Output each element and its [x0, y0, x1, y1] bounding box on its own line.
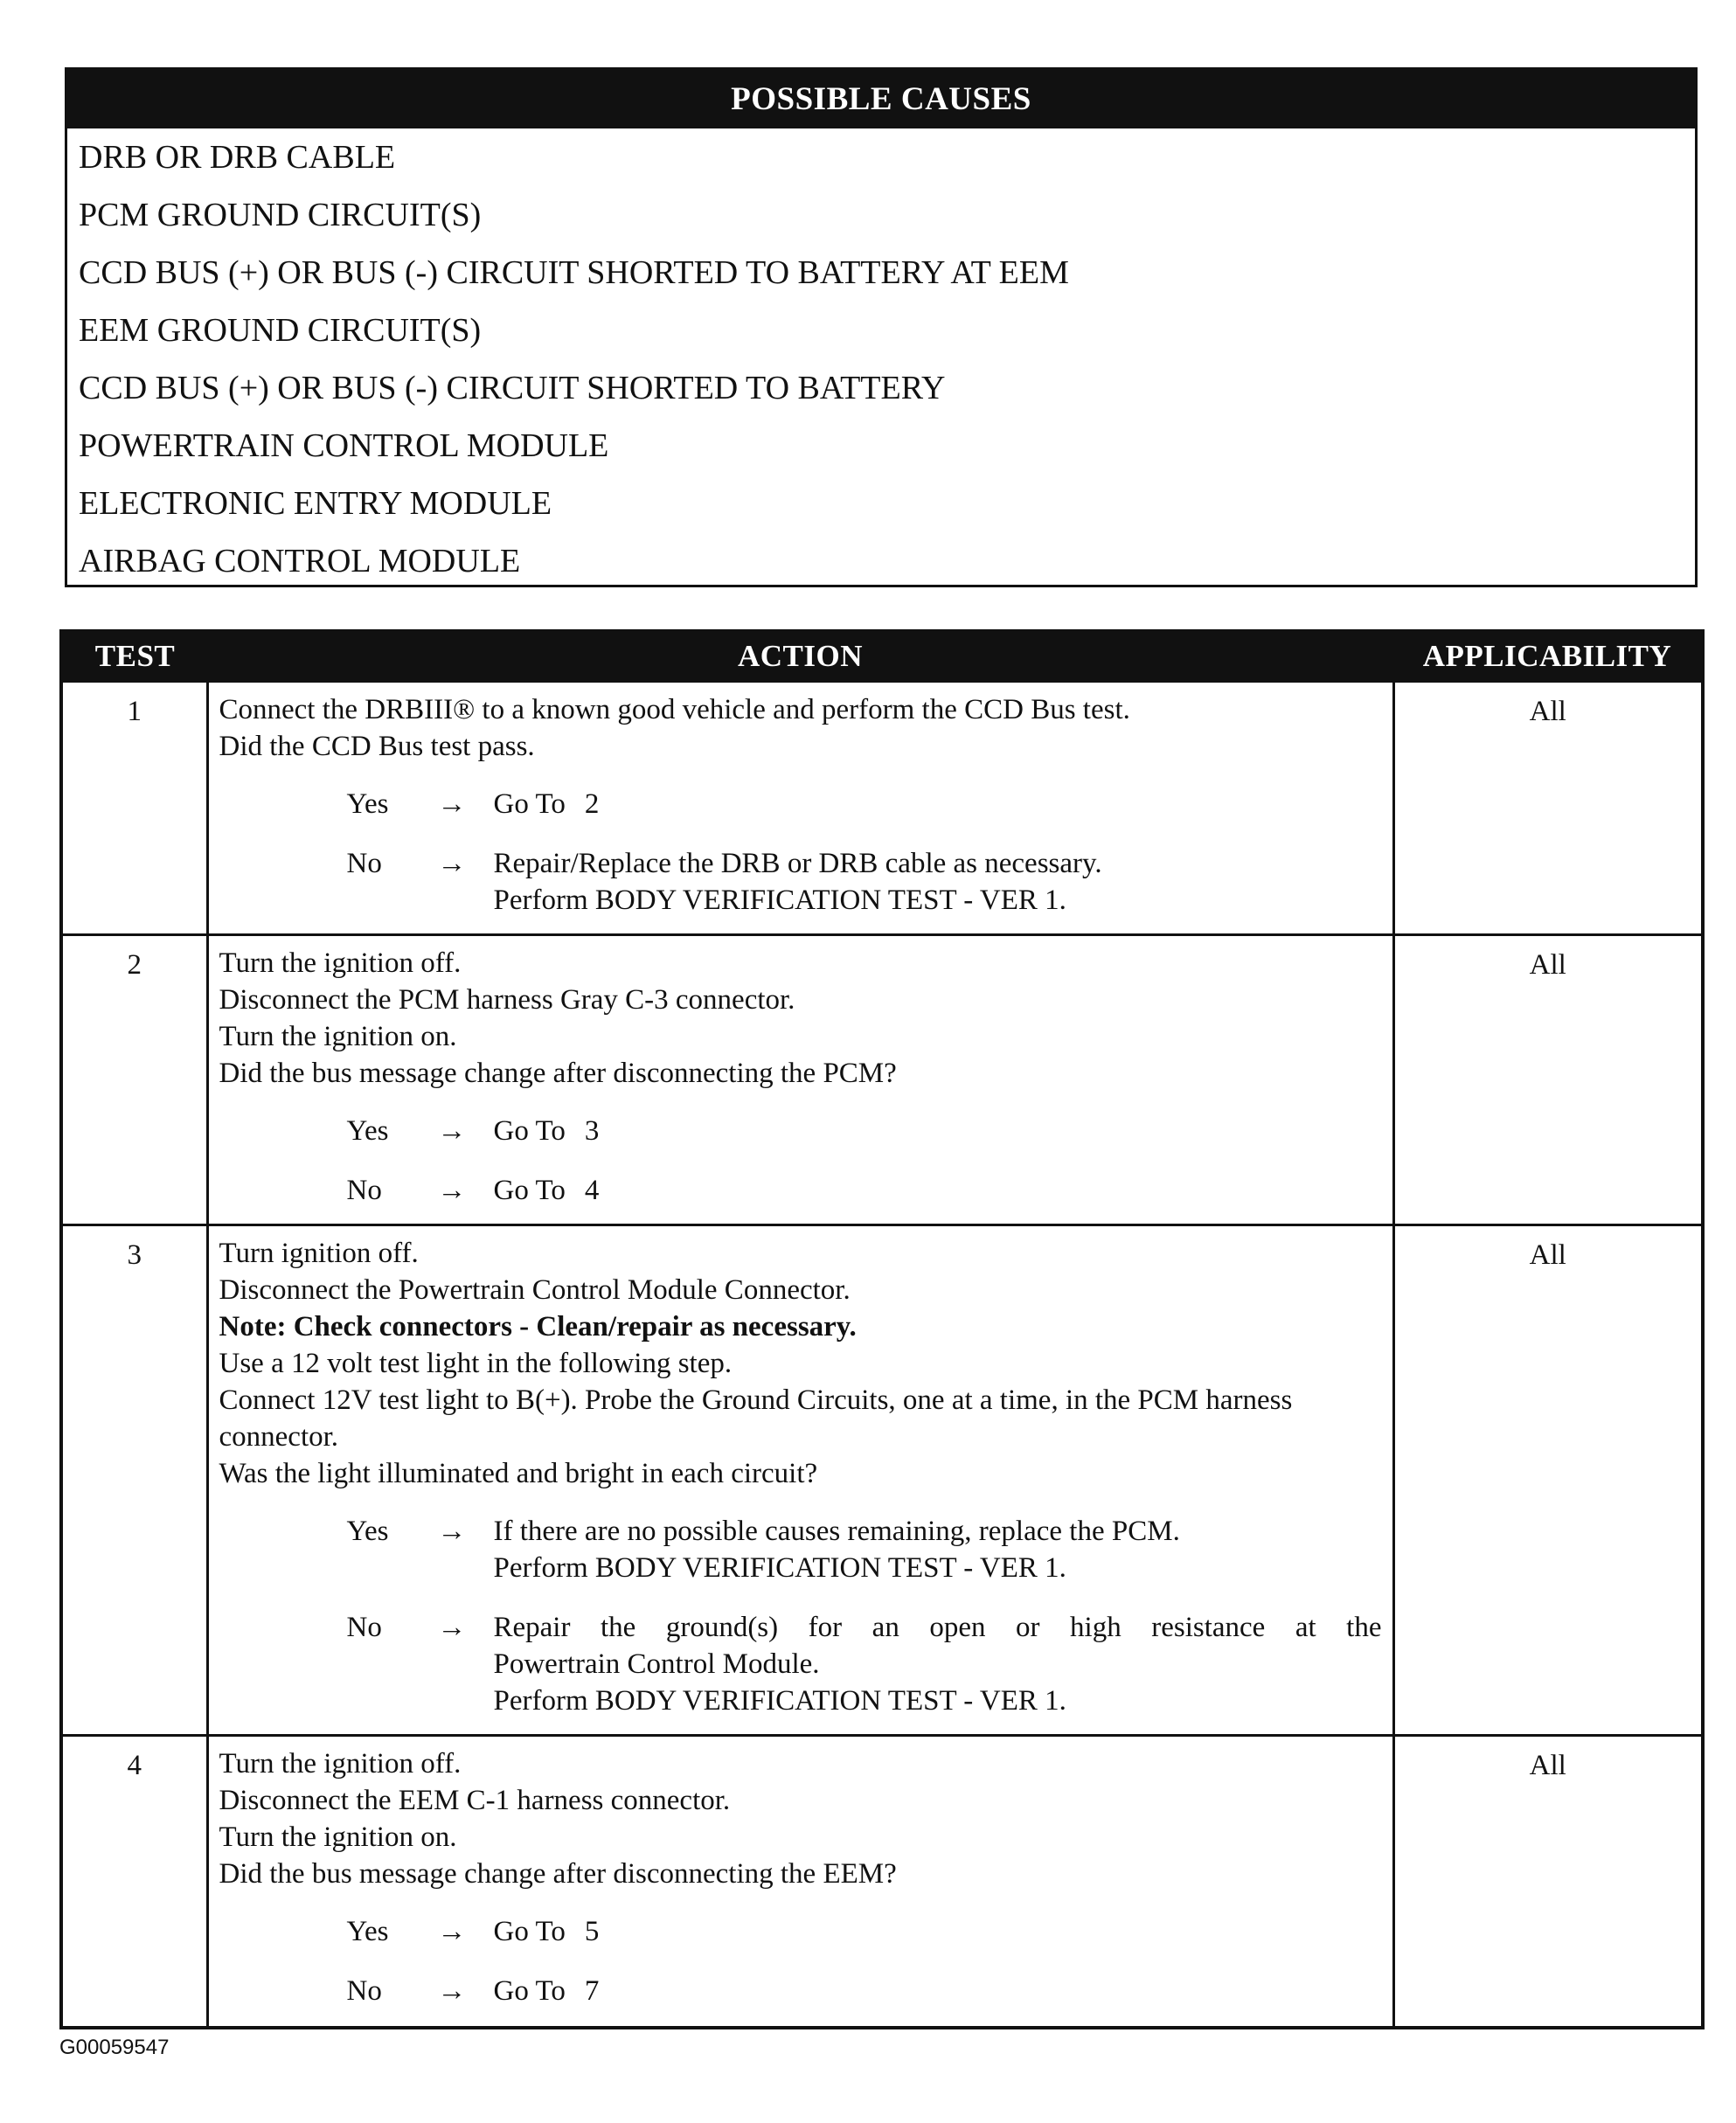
action-step: Did the bus message change after disconnecting the PCM? — [219, 1058, 897, 1089]
action-cell — [207, 1736, 1393, 2028]
result-branches — [219, 1913, 1382, 2009]
right-arrow-icon: → — [437, 1916, 467, 1947]
yes-label: Yes — [346, 1115, 389, 1147]
action-step: Disconnect the EEM C-1 harness connector. — [219, 1785, 731, 1816]
applicability: All — [1393, 682, 1703, 935]
no-branch — [219, 1172, 1382, 1209]
action-step: Turn the ignition off. — [219, 1748, 462, 1780]
yes-branch — [219, 786, 1382, 822]
header-applicability: APPLICABILITY — [1393, 631, 1703, 682]
goto-target: 4 — [584, 1175, 600, 1206]
action-step: Turn the ignition on. — [219, 1021, 457, 1052]
no-label: No — [346, 848, 382, 879]
yes-label: Yes — [346, 1516, 389, 1547]
action-step: Use a 12 volt test light in the following step. — [219, 1348, 733, 1379]
yes-branch — [219, 1913, 1382, 1950]
branch-instruction: Repair/Replace the DRB or DRB cable as necessary. Perform BODY VERIFICATION TEST - VER 1. — [493, 848, 1102, 916]
action-step: Turn the ignition on. — [219, 1821, 457, 1853]
right-arrow-icon: → — [437, 1115, 467, 1147]
right-arrow-icon: → — [437, 1516, 467, 1547]
table-row — [61, 682, 1703, 935]
action-step: Disconnect the Powertrain Control Module Connector. — [219, 1274, 851, 1306]
yes-branch — [219, 1513, 1382, 1586]
goto-instruction: Go To 4 — [493, 1175, 600, 1206]
test-action-table — [59, 629, 1705, 2029]
test-number: 2 — [61, 935, 207, 1225]
no-label: No — [346, 1612, 382, 1643]
goto-target: 3 — [584, 1115, 600, 1147]
cause-item: CCD BUS (+) OR BUS (-) CIRCUIT SHORTED TO BATTERY AT EEM — [79, 254, 1069, 291]
possible-causes-box — [65, 67, 1698, 587]
action-cell — [207, 935, 1393, 1225]
branch-instruction: If there are no possible causes remaining, replace the PCM. Perform BODY VERIFICATION TEST - VER 1. — [493, 1516, 1180, 1584]
test-number: 3 — [61, 1225, 207, 1736]
goto-instruction: Go To 2 — [493, 788, 600, 820]
no-branch — [219, 1973, 1382, 2009]
no-label: No — [346, 1175, 382, 1206]
right-arrow-icon: → — [437, 1975, 467, 2007]
goto-instruction: Go To 7 — [493, 1975, 600, 2007]
action-step: Turn ignition off. — [219, 1238, 419, 1269]
right-arrow-icon: → — [437, 1612, 467, 1643]
action-step: Disconnect the PCM harness Gray C-3 connector. — [219, 984, 795, 1016]
table-row — [61, 1225, 1703, 1736]
action-step: Turn the ignition off. — [219, 947, 462, 979]
possible-causes-list — [67, 128, 1695, 590]
applicability: All — [1393, 1225, 1703, 1736]
no-branch — [219, 845, 1382, 919]
result-branches — [219, 786, 1382, 919]
header-test: TEST — [61, 631, 207, 682]
goto-instruction: Go To 5 — [493, 1916, 600, 1947]
cause-item: DRB OR DRB CABLE — [79, 139, 396, 176]
cause-item: ELECTRONIC ENTRY MODULE — [79, 485, 552, 522]
goto-target: 7 — [584, 1975, 600, 2007]
goto-target: 5 — [584, 1916, 600, 1947]
action-cell — [207, 682, 1393, 935]
result-branches — [219, 1113, 1382, 1209]
action-step: Connect the DRBIII® to a known good vehicle and perform the CCD Bus test. — [219, 694, 1130, 725]
applicability: All — [1393, 935, 1703, 1225]
goto-instruction: Go To 3 — [493, 1115, 600, 1147]
table-header-row — [61, 631, 1703, 682]
result-branches — [219, 1513, 1382, 1719]
action-step: Was the light illuminated and bright in each circuit? — [219, 1458, 818, 1489]
table-row — [61, 935, 1703, 1225]
action-step: Did the bus message change after disconnecting the EEM? — [219, 1858, 897, 1890]
applicability: All — [1393, 1736, 1703, 2028]
table-row — [61, 1736, 1703, 2028]
right-arrow-icon: → — [437, 848, 467, 879]
action-cell — [207, 1225, 1393, 1736]
cause-item: POWERTRAIN CONTROL MODULE — [79, 427, 609, 464]
right-arrow-icon: → — [437, 788, 467, 820]
yes-label: Yes — [346, 788, 389, 820]
yes-label: Yes — [346, 1916, 389, 1947]
note-step: Note: Check connectors - Clean/repair as necessary. — [219, 1311, 857, 1342]
no-label: No — [346, 1975, 382, 2007]
action-step: Did the CCD Bus test pass. — [219, 731, 535, 762]
right-arrow-icon: → — [437, 1175, 467, 1206]
test-number: 1 — [61, 682, 207, 935]
action-step: Connect 12V test light to B(+). Probe the Ground Circuits, one at a time, in the PCM harness connector. — [219, 1384, 1293, 1453]
cause-item: PCM GROUND CIRCUIT(S) — [79, 197, 482, 233]
yes-branch — [219, 1113, 1382, 1149]
goto-target: 2 — [584, 788, 600, 820]
cause-item: AIRBAG CONTROL MODULE — [79, 543, 521, 579]
no-branch — [219, 1609, 1382, 1719]
cause-item: CCD BUS (+) OR BUS (-) CIRCUIT SHORTED TO BATTERY — [79, 370, 946, 406]
test-number: 4 — [61, 1736, 207, 2028]
branch-instruction: Repair the ground(s) for an open or high resistance at the Powertrain Control Module. Perform BODY VERIFICATION TEST - VER 1. — [493, 1612, 1382, 1717]
possible-causes-title: POSSIBLE CAUSES — [67, 70, 1695, 128]
image-id-label: G00059547 — [59, 2036, 170, 2059]
cause-item: EEM GROUND CIRCUIT(S) — [79, 312, 482, 349]
header-action: ACTION — [207, 631, 1393, 682]
